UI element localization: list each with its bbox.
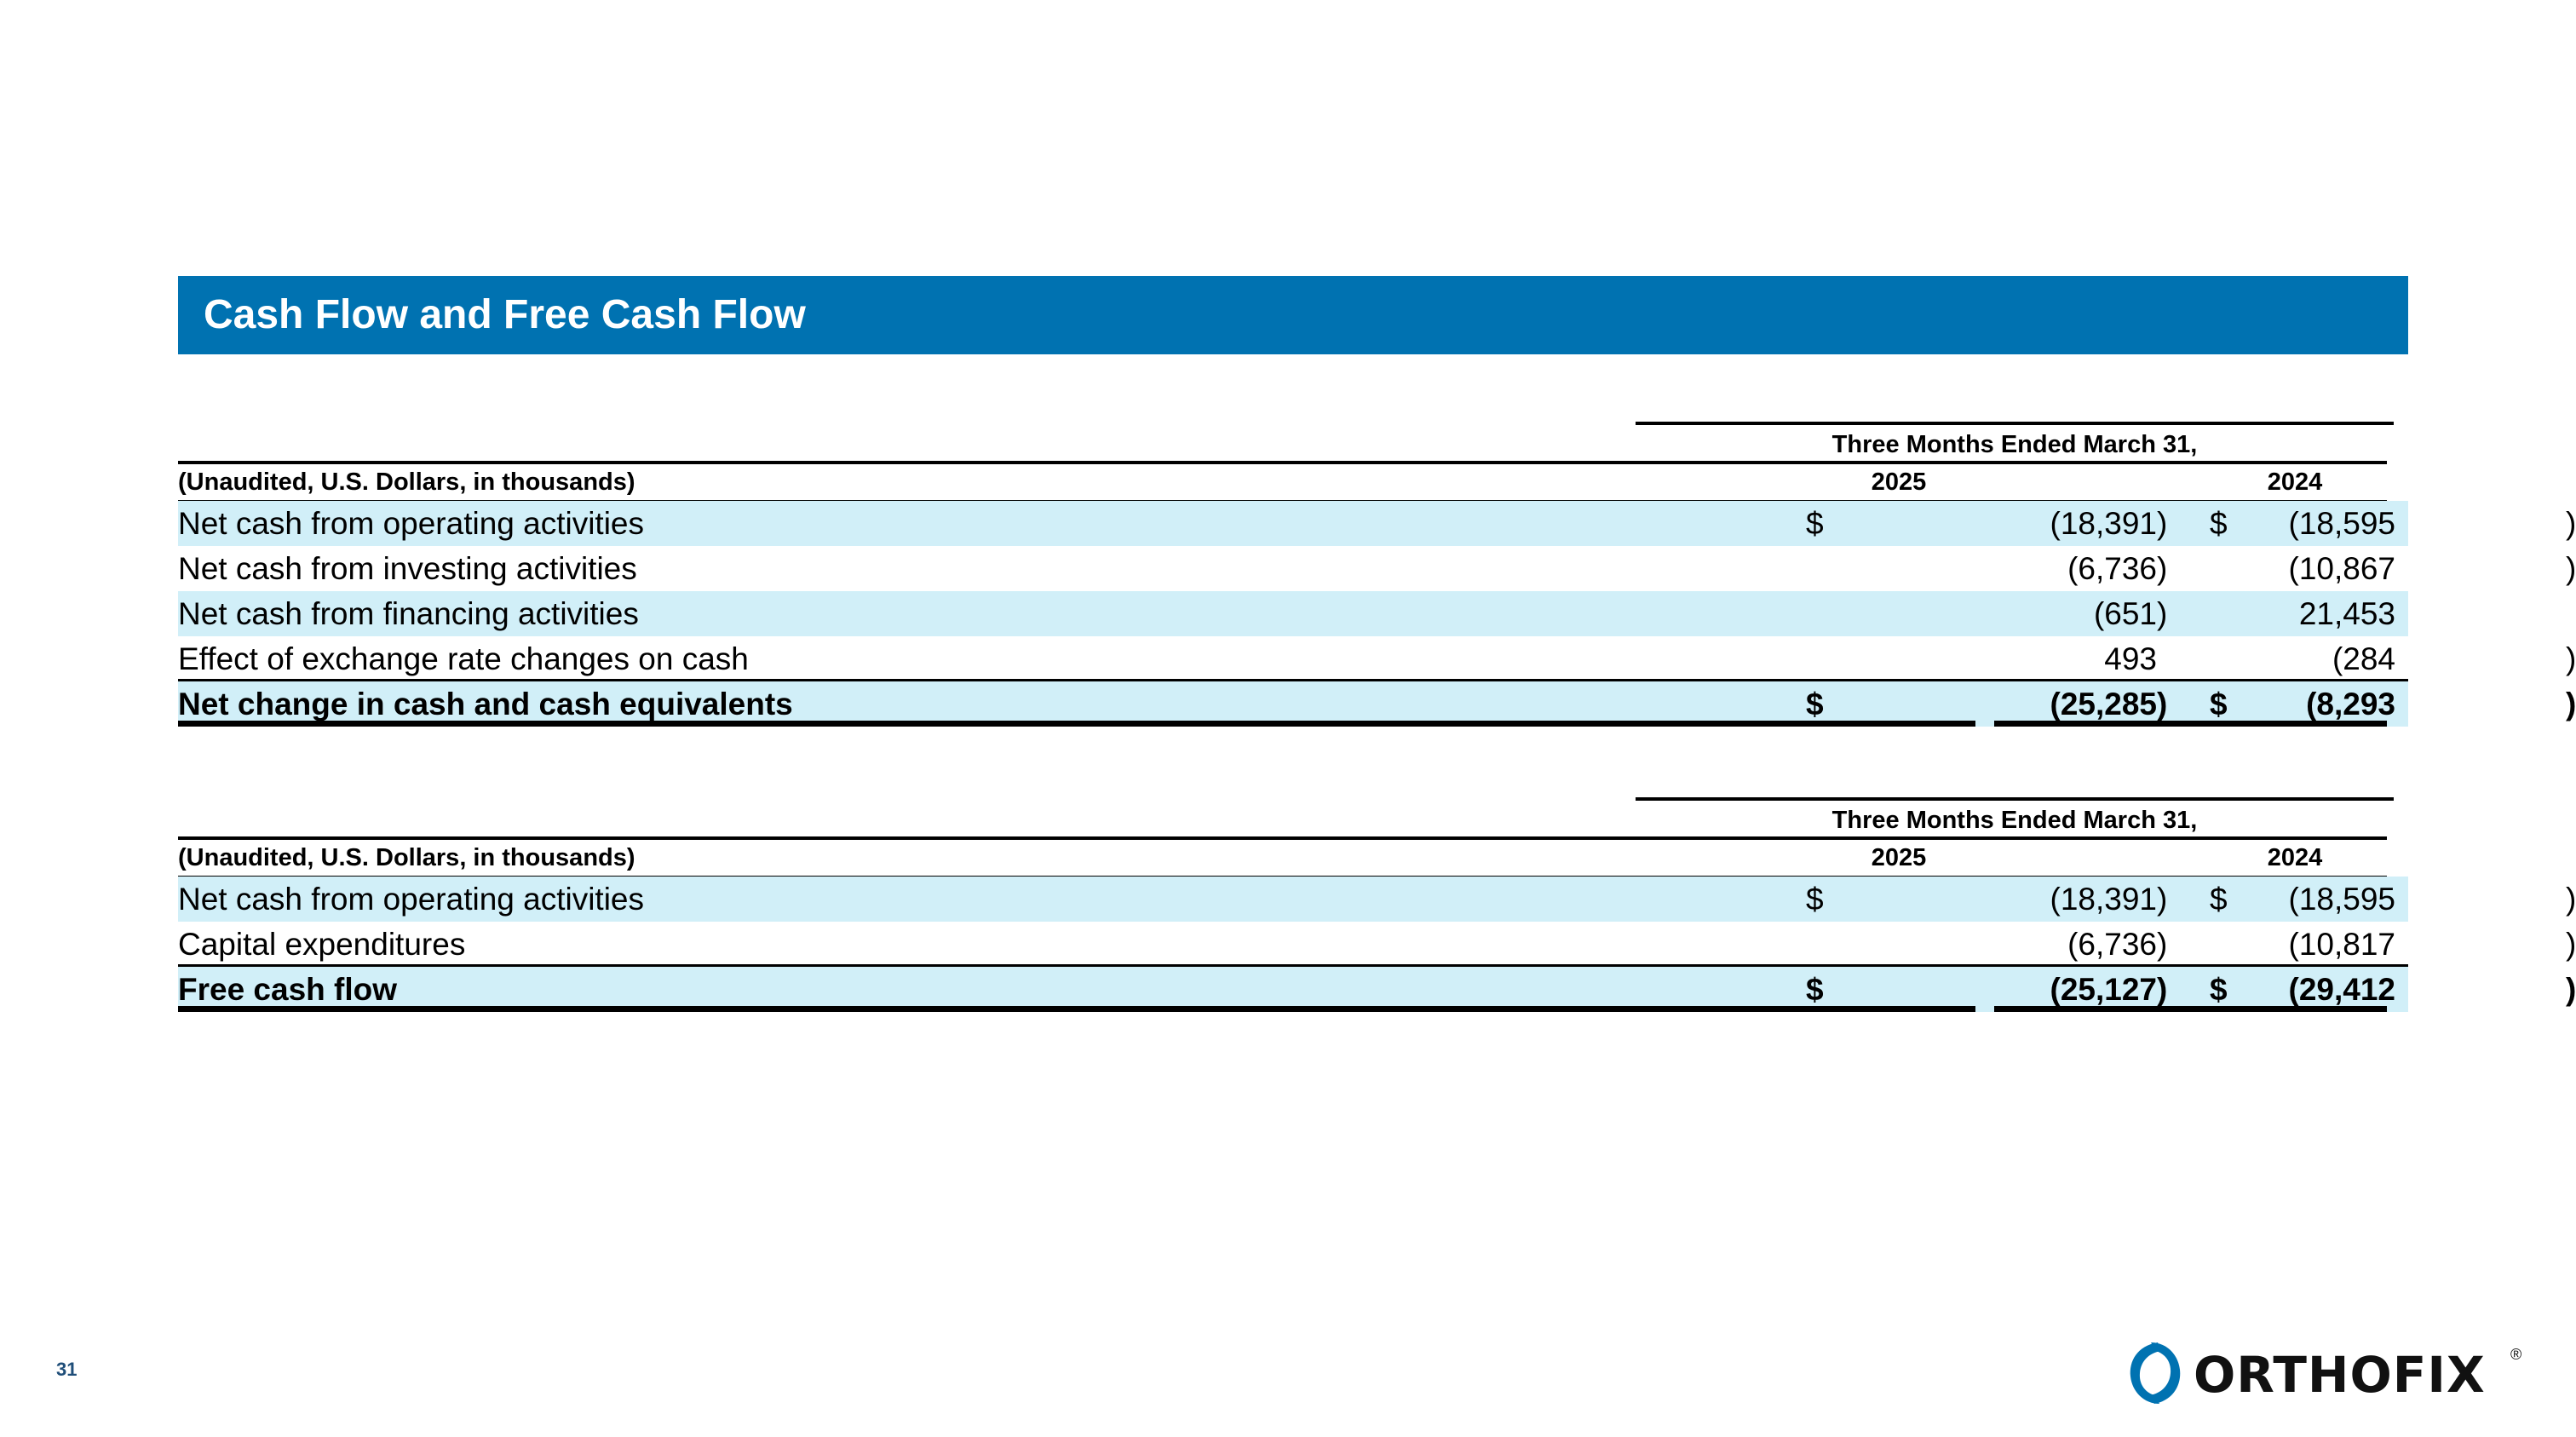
table-row (178, 546, 2576, 591)
value-2025: (6,736 (2067, 551, 2157, 586)
total-row (178, 679, 2576, 727)
paren: ) (2157, 506, 2168, 541)
value-2024: (29,412 (2288, 972, 2395, 1007)
value-2025: (651 (2093, 596, 2157, 631)
period-header: Three Months Ended March 31, (1636, 797, 2394, 840)
row-label: Net cash from operating activities (178, 506, 645, 541)
paren: ) (2566, 641, 2576, 676)
currency-symbol: $ (2210, 687, 2228, 721)
row-label: Free cash flow (178, 972, 398, 1007)
total-underline (1994, 721, 2387, 727)
row-label: Net cash from financing activities (178, 596, 639, 631)
row-label: Net cash from investing activities (178, 551, 637, 586)
value-2025: (6,736 (2067, 927, 2157, 962)
page-number: 31 (56, 1359, 78, 1380)
orthofix-logo-icon (2125, 1339, 2185, 1407)
paren: ) (2566, 687, 2576, 721)
value-2024: 21,453 (2298, 596, 2395, 631)
value-2025: (18,391 (2050, 882, 2157, 917)
paren: ) (2157, 687, 2168, 721)
value-2024: (18,595 (2288, 506, 2395, 541)
table-row (178, 591, 2408, 636)
logo-wordmark: ORTHOFIX (2194, 1346, 2486, 1404)
page-title: Cash Flow and Free Cash Flow (204, 292, 806, 337)
paren: ) (2566, 972, 2576, 1007)
table-row (178, 501, 2576, 546)
paren: ) (2566, 882, 2576, 917)
paren: ) (2157, 927, 2168, 962)
row-label: Net change in cash and cash equivalents (178, 687, 793, 721)
currency-symbol: $ (1806, 687, 1824, 721)
table-row (178, 877, 2576, 922)
column-header-row (178, 836, 2387, 879)
value-2024: (8,293 (2306, 687, 2395, 721)
registered-mark: ® (2510, 1346, 2522, 1363)
currency-symbol: $ (1806, 506, 1824, 541)
period-header: Three Months Ended March 31, (1636, 422, 2394, 464)
value-2024: (10,867 (2288, 551, 2395, 586)
paren: ) (2566, 927, 2576, 962)
total-underline (1994, 1006, 2387, 1012)
value-2024: (10,817 (2288, 927, 2395, 962)
total-underline (178, 1006, 1975, 1012)
value-2025: 493 (2104, 641, 2157, 676)
units-label: (Unaudited, U.S. Dollars, in thousands) (178, 844, 635, 871)
column-header-row (178, 461, 2387, 503)
year-header-2024: 2024 (2267, 468, 2323, 496)
year-header-2025: 2025 (1871, 468, 1927, 496)
currency-symbol: $ (1806, 882, 1824, 917)
paren: ) (2157, 551, 2168, 586)
value-2025: (18,391 (2050, 506, 2157, 541)
row-label: Effect of exchange rate changes on cash (178, 641, 749, 676)
currency-symbol: $ (2210, 506, 2228, 541)
currency-symbol: $ (1806, 972, 1824, 1007)
value-2024: (18,595 (2288, 882, 2395, 917)
units-label: (Unaudited, U.S. Dollars, in thousands) (178, 468, 635, 496)
row-label: Net cash from operating activities (178, 882, 645, 917)
paren: ) (2157, 972, 2168, 1007)
paren: ) (2566, 506, 2576, 541)
currency-symbol: $ (2210, 972, 2228, 1007)
paren: ) (2157, 596, 2168, 631)
total-underline (178, 721, 1975, 727)
title-bar (178, 276, 2408, 354)
total-row (178, 964, 2576, 1012)
paren: ) (2157, 882, 2168, 917)
value-2024: (284 (2332, 641, 2395, 676)
currency-symbol: $ (2210, 882, 2228, 917)
value-2025: (25,127 (2050, 972, 2157, 1007)
year-header-2025: 2025 (1871, 844, 1927, 871)
table-row (178, 922, 2576, 967)
value-2025: (25,285 (2050, 687, 2157, 721)
table-row (178, 636, 2576, 681)
row-label: Capital expenditures (178, 927, 466, 962)
paren: ) (2566, 551, 2576, 586)
year-header-2024: 2024 (2267, 844, 2323, 871)
company-logo (2125, 1339, 2526, 1407)
